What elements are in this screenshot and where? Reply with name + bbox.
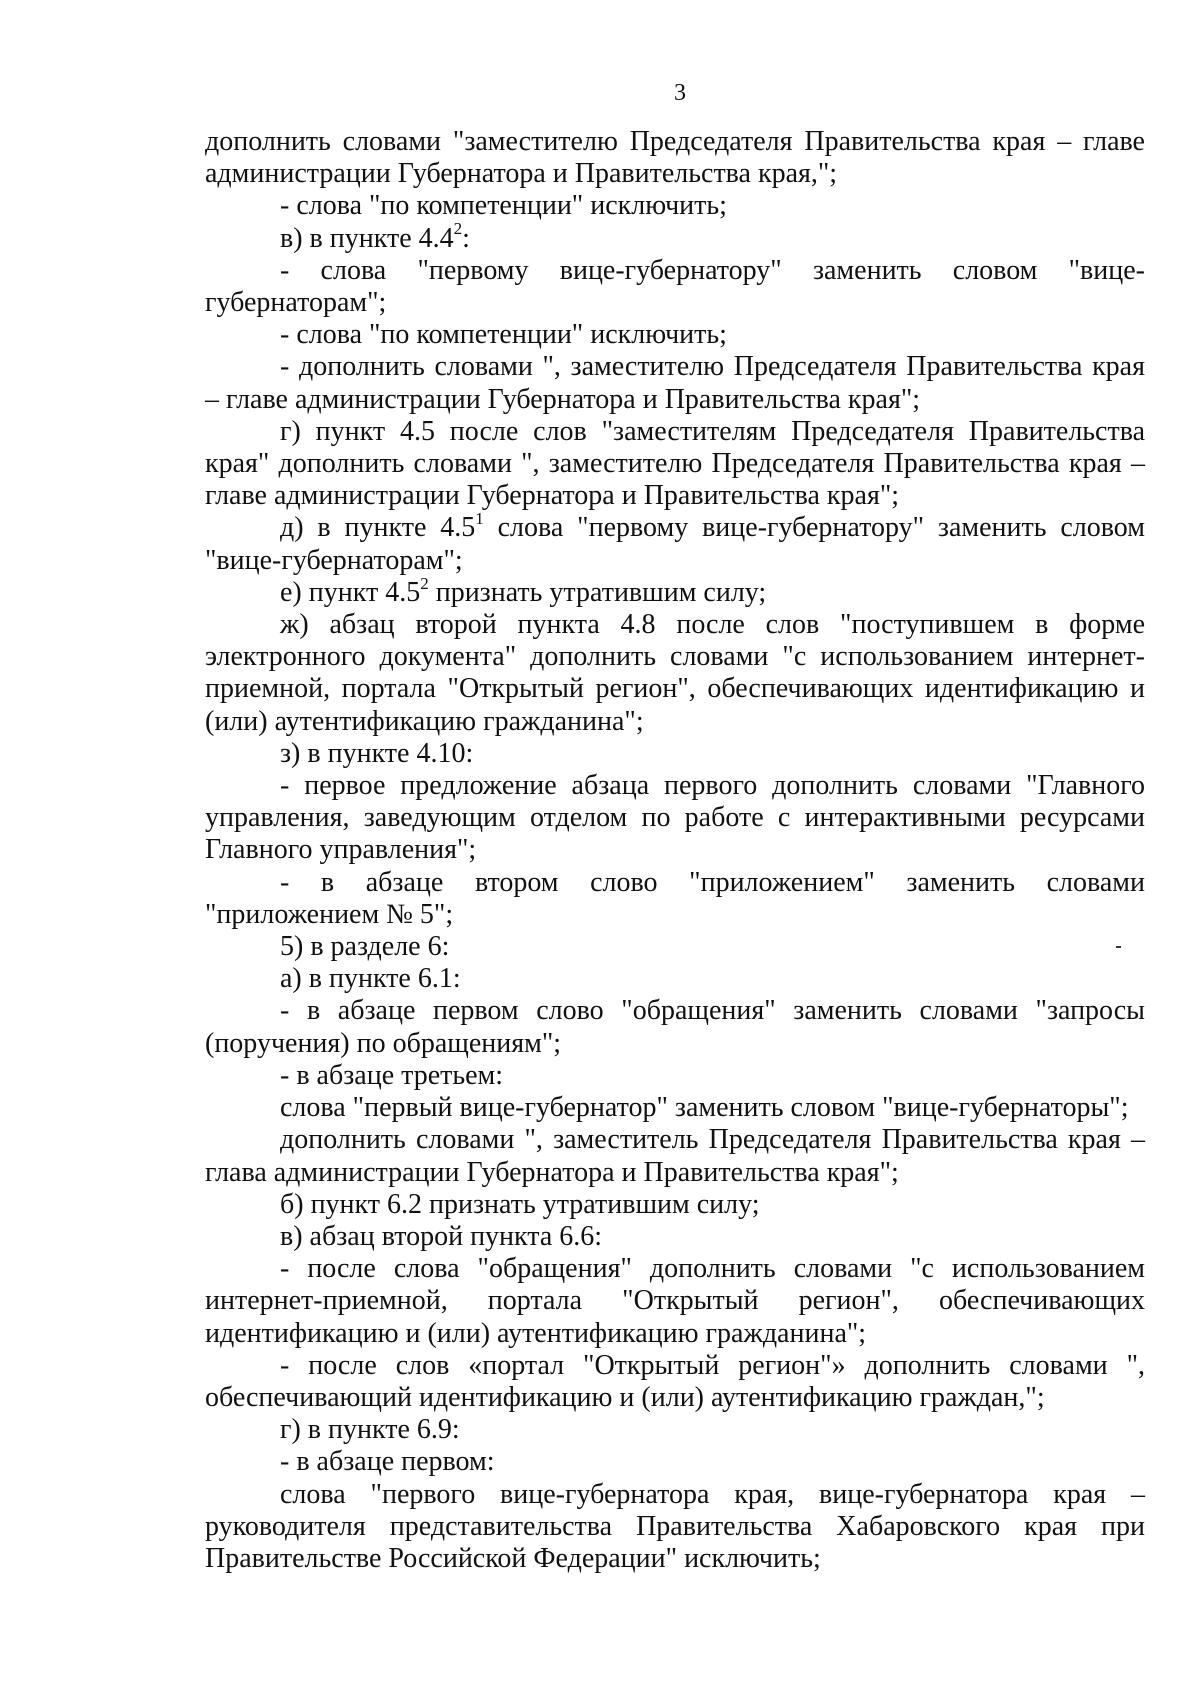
paragraph: - в абзаце первом слово "обращения" заменить словами "запросы (поручения) по обращениям"; [205, 995, 1145, 1059]
paragraph: - после слов «портал "Открытый регион"» дополнить словами ", обеспечивающий идентификацию и (или) аутентификацию граждан,"; [205, 1349, 1145, 1413]
paragraph: - в абзаце первом: [280, 1446, 495, 1478]
paragraph: з) в пункте 4.10: [280, 737, 474, 769]
scan-speck [1116, 946, 1121, 948]
paragraph: - слова "первому вице-губернатору" заменить словом "вице-губернаторам"; [205, 254, 1145, 319]
document-body [205, 126, 1145, 1575]
superscript: 2 [420, 573, 429, 593]
paragraph: г) пункт 4.5 после слов "заместителям Председателя Правительства края" дополнить словами ", заместителю Председателя Правительства края – главе администрации Губернатора и Правительства края"; [205, 415, 1145, 512]
paragraph: ж) абзац второй пункта 4.8 после слов "поступившем в форме электронного документа" дополнить словами "с использованием интернет-приемной, портала "Открытый регион", обеспечивающих идентификацию и (или) аутентификацию гражданина"; [205, 609, 1145, 737]
superscript: 1 [475, 509, 484, 529]
paragraph: - первое предложение абзаца первого дополнить словами "Главного управления, заведующим отделом по работе с интерактивными ресурсами Главного управления"; [205, 770, 1145, 866]
paragraph: - в абзаце втором слово "приложением" заменить словами "приложением № 5"; [205, 866, 1145, 930]
superscript: 2 [453, 219, 463, 239]
paragraph: д) в пункте $4.5^1$ слова "первому вице-губернатору" заменить словом "вице-губернаторам"; [205, 509, 1145, 576]
paragraph: - слова "по компетенции" исключить; [280, 319, 727, 351]
paragraph: г) в пункте 6.9: [280, 1414, 460, 1446]
paragraph: - после слова "обращения" дополнить словами "с использованием интернет-приемной, портала "Открытый регион", обеспечивающих идентификацию и (или) аутентификацию гражданина"; [205, 1253, 1145, 1349]
paragraph: дополнить словами "заместителю Председателя Правительства края – главе администрации Губернатора и Правительства края,"; [205, 126, 1145, 190]
paragraph: а) в пункте 6.1: [280, 963, 461, 995]
paragraph: в) в пункте $4.4^2$: [280, 219, 470, 254]
paragraph: - дополнить словами ", заместителю Председателя Правительства края – главе администрации Губернатора и Правительства края"; [205, 351, 1145, 415]
paragraph: 5) в разделе 6: [280, 931, 450, 963]
paragraph: е) пункт $4.5^2$ признать утратившим силу; [280, 573, 767, 608]
paragraph: б) пункт 6.2 признать утратившим силу; [280, 1188, 760, 1220]
page-number: 3 [674, 80, 686, 106]
paragraph: слова "первый вице-губернатор" заменить словом "вице-губернаторы"; [280, 1092, 1129, 1124]
paragraph: слова "первого вице-губернатора края, вице-губернатора края – руководителя представительства Правительства Хабаровского края при Правительстве Российской Федерации" исключить; [205, 1478, 1145, 1574]
paragraph: - слова "по компетенции" исключить; [280, 190, 727, 222]
paragraph: дополнить словами ", заместитель Председателя Правительства края – глава администрации Губернатора и Правительства края"; [205, 1124, 1145, 1188]
paragraph: в) абзац второй пункта 6.6: [280, 1220, 603, 1252]
paragraph: - в абзаце третьем: [280, 1059, 504, 1091]
